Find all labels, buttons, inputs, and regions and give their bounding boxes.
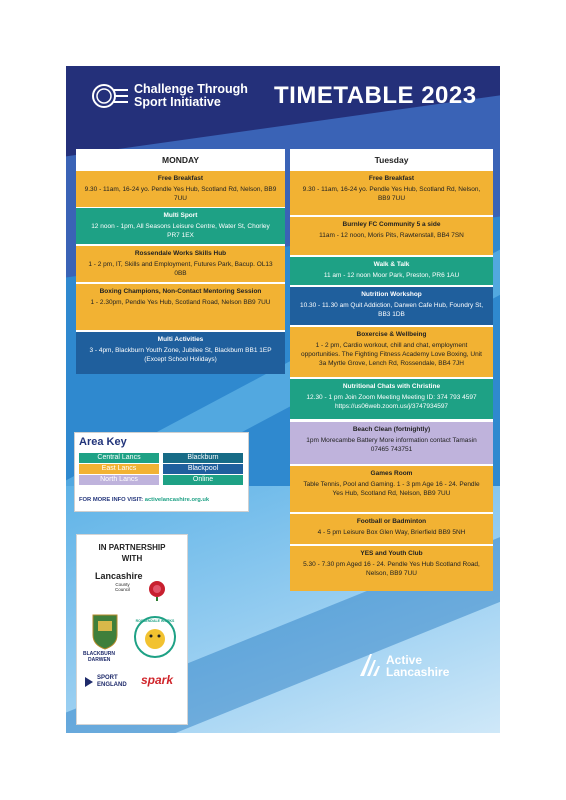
lcc-sub2: Council [115,587,131,592]
slot-detail: 11am - 12 noon, Moris Pits, Rawtenstall, BB4 7SN [319,232,464,239]
partnership-title [77,542,187,564]
partnership-title-line1: IN PARTNERSHIP [98,543,166,552]
active-lancashire-icon [358,652,384,678]
partnership-title-line2: WITH [121,554,143,563]
ctsi-logo [88,82,248,110]
slot-detail: 1 - 2 pm, Cardio workout, chill and chat, employment opportunities. The Fighting Fitness Academy Love Boxing, Unit 3a Myrtle Grove, Lench Rd, Rossendale, BB4 7JH [301,342,482,367]
tuesday-heading: Tuesday [290,149,493,171]
slot-title: Multi Activities [157,336,204,343]
key-online: Online [163,475,243,485]
slot-detail: 3 - 4pm, Blackburn Youth Zone, Jubilee St, Blackburn BB1 1EP (Except School Holidays) [89,347,272,363]
slot-title: Burnley FC Community 5 a side [342,221,441,228]
area-key [74,432,249,512]
rossendale-works-text: ROSSENDALE WORKS [135,619,175,623]
tuesday-slot-burnley-fc [290,217,493,255]
slot-detail: 4 - 5 pm Leisure Box Glen Way, Brierfield BB9 5NH [317,529,466,536]
monday-slot-multi-activities [76,332,285,374]
tuesday-slot-yes-youth-club [290,546,493,591]
red-rose-icon [147,579,167,601]
sport-england-text [97,675,127,689]
slot-title: YES and Youth Club [360,550,423,557]
partnership-box [76,534,188,725]
monday-slot-skills-hub [76,246,285,282]
tuesday-slot-boxercise [290,327,493,377]
page-title: TIMETABLE 2023 [274,82,477,109]
active-line1: Active [386,653,423,667]
slot-detail: 5.30 - 7.30 pm Aged 16 - 24. Pendle Yes Hub Scotland Road, Nelson, BB9 7UU [303,561,480,577]
slot-title: Free Breakfast [368,175,415,182]
ctsi-rings-icon [88,82,128,110]
sport-england-line2: ENGLAND [97,682,127,688]
slot-title: Games Room [370,470,413,477]
slot-title: Beach Clean (fortnightly) [352,426,431,433]
slot-title: Rossendale Works Skills Hub [134,250,227,257]
spark-logo-text: spark [141,673,174,687]
tuesday-slot-games-room [290,466,493,512]
slot-title: Football or Badminton [356,518,427,525]
key-central-lancs: Central Lancs [79,453,159,463]
sport-england-icon [83,675,95,689]
blackburn-line1: BLACKBURN [83,651,115,657]
tuesday-slot-beach-clean [290,422,493,464]
blackburn-darwen-text [83,651,115,663]
tuesday-slot-nutrition-workshop [290,287,493,325]
slot-title: Multi Sport [163,212,198,219]
more-info-label: FOR MORE INFO VISIT: [79,497,144,503]
tuesday-slot-walk-talk [290,257,493,285]
area-key-title: Area Key [79,436,127,448]
more-info-link[interactable]: activelancashire.org.uk [144,497,210,503]
monday-slot-free-breakfast [76,171,285,207]
slot-title: Nutrition Workshop [361,291,422,298]
slot-detail: 9.30 - 11am, 16-24 yo. Pendle Yes Hub, Scotland Rd, Nelson, BB9 7UU [84,186,277,202]
slot-detail: 12 noon - 1pm, All Seasons Leisure Centre, Water St, Chorley PR7 1EX [91,223,270,239]
active-line2: Lancashire [386,665,450,679]
lancashire-cc-logo-text: Lancashire [95,571,143,581]
slot-title: Free Breakfast [157,175,204,182]
slot-detail: 12.30 - 1 pm Join Zoom Meeting Meeting ID: 374 793 4597 https://us06web.zoom.us/j/3747934597 [306,394,477,410]
tuesday-column [290,149,493,591]
key-blackburn: Blackburn [163,453,243,463]
tuesday-slot-free-breakfast [290,171,493,215]
slot-title: Boxing Champions, Non-Contact Mentoring Session [99,288,262,295]
slot-title: Walk & Talk [373,261,410,268]
monday-column [76,149,285,363]
slot-title: Boxercise & Wellbeing [356,331,427,338]
key-east-lancs: East Lancs [79,464,159,474]
slot-detail: 9.30 - 11am, 16-24 yo. Pendle Yes Hub, Scotland Rd, Nelson, BB9 7UU [302,186,481,202]
blackburn-line2: DARWEN [88,657,111,663]
key-blackpool: Blackpool [163,464,243,474]
slot-detail: 1pm Morecambe Battery More information contact Tamasin 07465 743751 [306,437,477,453]
org-name-line2: Sport Initiative [134,95,221,109]
slot-title: Nutritional Chats with Christine [342,383,441,390]
tuesday-slot-nutritional-chats [290,379,493,419]
lcc-sub1: County [115,582,130,587]
tuesday-slot-football-badminton [290,514,493,544]
slot-detail: 10.30 - 11.30 am Quit Addiction, Darwen Cafe Hub, Foundry St, BB3 1DB [299,302,484,318]
org-name-line1: Challenge Through [134,82,248,96]
slot-detail: 1 - 2.30pm, Pendle Yes Hub, Scotland Road, Nelson BB9 7UU [90,299,271,306]
sport-england-line1: SPORT [97,675,118,681]
slot-detail: 11 am - 12 noon Moor Park, Preston, PR6 1AU [323,272,460,279]
monday-slot-boxing-champions [76,284,285,330]
timetable-poster [66,66,500,733]
active-lancashire-text [386,654,449,678]
monday-slot-multi-sport [76,208,285,244]
key-north-lancs: North Lancs [79,475,159,485]
lancashire-cc-sub [115,582,130,592]
monday-heading: MONDAY [76,149,285,171]
slot-detail: Table Tennis, Pool and Gaming. 1 - 3 pm Age 16 - 24. Pendle Yes Hub, Scotland Rd, Nelson, BB9 7UU [303,481,480,497]
more-info-line [79,497,209,503]
slot-detail: 1 - 2 pm, IT, Skills and Employment, Futures Park, Bacup. OL13 0BB [88,261,273,277]
